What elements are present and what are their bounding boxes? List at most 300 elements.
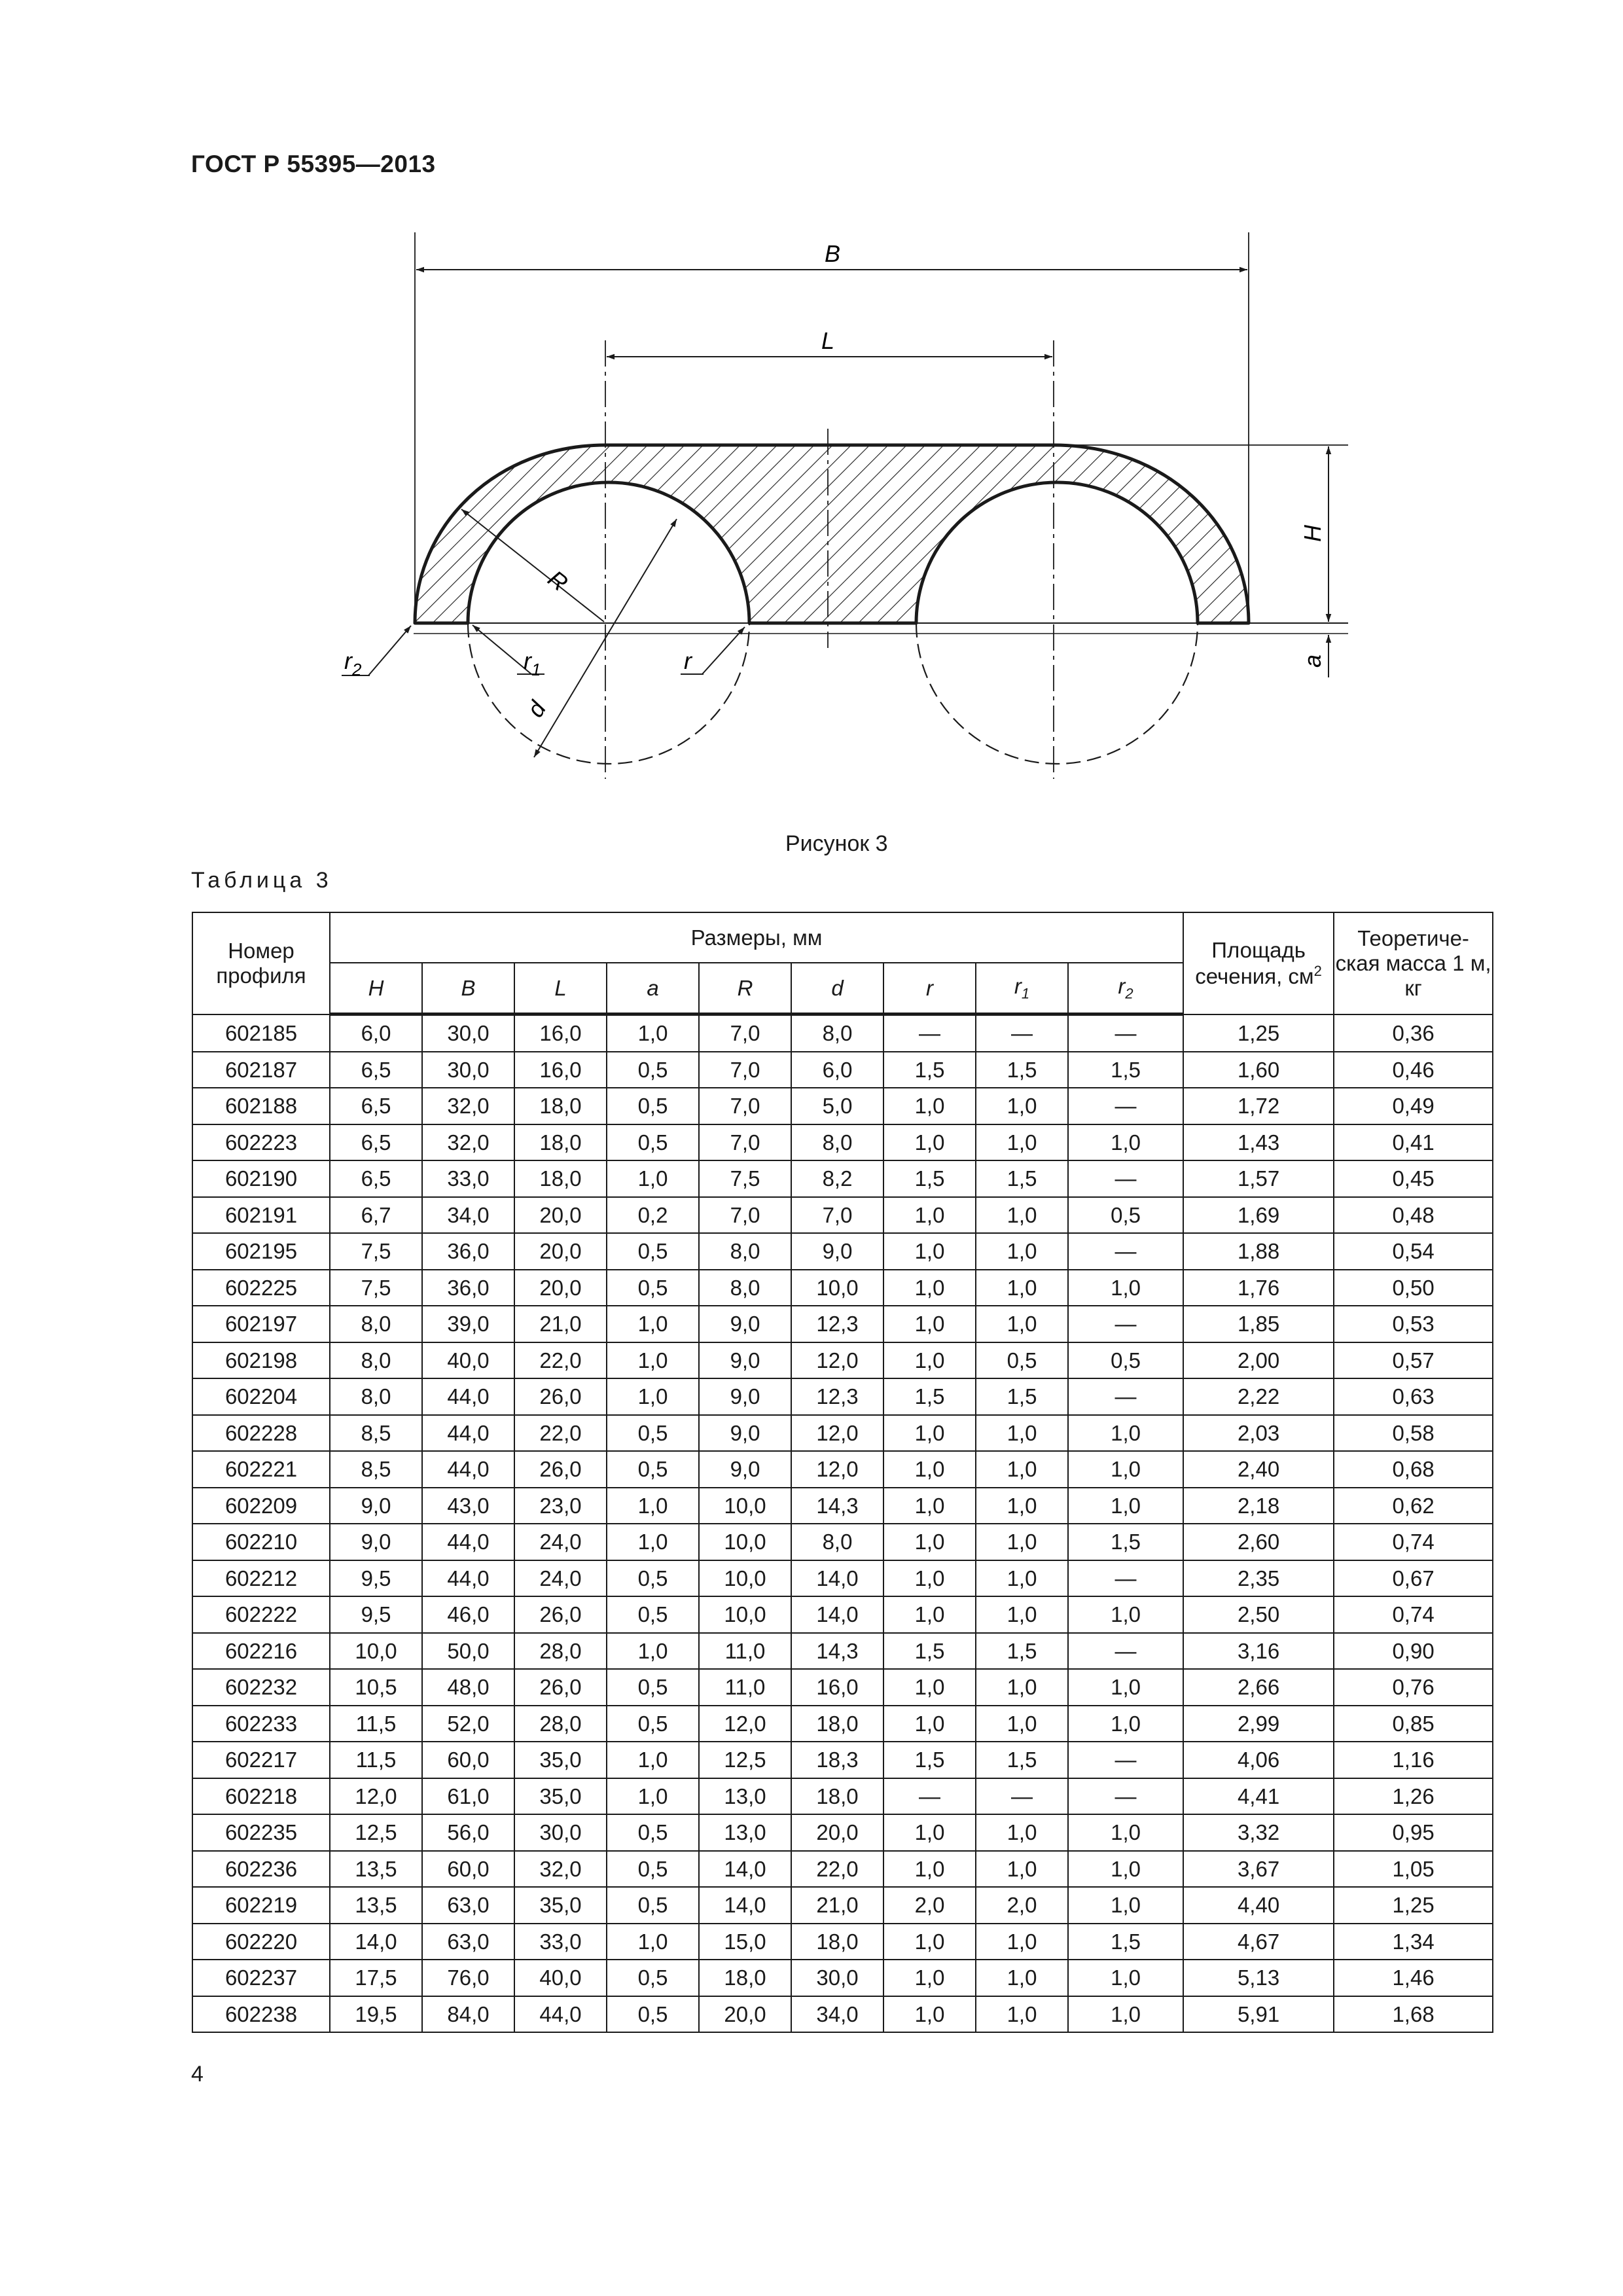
table-cell: 1,57: [1183, 1160, 1334, 1197]
table-cell: 0,49: [1334, 1088, 1493, 1124]
table-cell: 7,5: [699, 1160, 791, 1197]
table-cell: 0,5: [607, 1887, 699, 1924]
table-cell: 1,0: [1068, 1451, 1183, 1488]
profile-number-cell: 602232: [192, 1669, 330, 1706]
header-profile-number: Номер профиля: [192, 912, 330, 1014]
table-cell: 63,0: [422, 1887, 514, 1924]
table-cell: 8,0: [330, 1306, 422, 1342]
dim-d-label: d: [521, 696, 552, 722]
table-cell: 0,58: [1334, 1415, 1493, 1452]
table-cell: 1,0: [1068, 1488, 1183, 1524]
table-cell: 9,5: [330, 1596, 422, 1633]
table-cell: 1,0: [1068, 1960, 1183, 1996]
table-cell: 7,0: [699, 1197, 791, 1234]
table-cell: —: [1068, 1742, 1183, 1778]
table-cell: 20,0: [514, 1270, 607, 1306]
table-cell: 11,5: [330, 1706, 422, 1742]
table-cell: 1,0: [607, 1524, 699, 1560]
table-cell: 2,40: [1183, 1451, 1334, 1488]
table-row: [192, 1488, 1493, 1524]
table-cell: 18,0: [791, 1706, 883, 1742]
table-cell: 1,0: [607, 1742, 699, 1778]
table-cell: 0,5: [607, 1669, 699, 1706]
profile-number-cell: 602233: [192, 1706, 330, 1742]
table-cell: 26,0: [514, 1378, 607, 1415]
table-cell: 1,5: [976, 1052, 1068, 1088]
dim-r1-label: $r_1$: [524, 647, 541, 679]
table-cell: 22,0: [514, 1342, 607, 1379]
table-cell: 33,0: [422, 1160, 514, 1197]
table-cell: 28,0: [514, 1633, 607, 1670]
table-cell: 44,0: [422, 1451, 514, 1488]
table-cell: 1,0: [883, 1270, 976, 1306]
table-cell: 18,0: [514, 1160, 607, 1197]
table-cell: 1,0: [883, 1669, 976, 1706]
table-cell: 0,48: [1334, 1197, 1493, 1234]
table-cell: 0,5: [607, 1814, 699, 1851]
table-row: [192, 1378, 1493, 1415]
table-cell: 7,0: [699, 1124, 791, 1161]
table-cell: —: [1068, 1633, 1183, 1670]
header-dimensions: Размеры, мм: [330, 912, 1183, 963]
profile-number-cell: 602204: [192, 1378, 330, 1415]
table-cell: 1,0: [976, 1124, 1068, 1161]
table-cell: 18,3: [791, 1742, 883, 1778]
profile-number-cell: 602212: [192, 1560, 330, 1597]
table-row: [192, 1233, 1493, 1270]
table-cell: 0,5: [1068, 1197, 1183, 1234]
table-cell: 1,0: [607, 1306, 699, 1342]
table-cell: 0,46: [1334, 1052, 1493, 1088]
profile-number-cell: 602185: [192, 1014, 330, 1052]
table-cell: 1,0: [883, 1706, 976, 1742]
table-cell: 2,99: [1183, 1706, 1334, 1742]
header-mass: Теоретиче- ская масса 1 м, кг: [1334, 912, 1493, 1014]
table-cell: 1,0: [976, 1996, 1068, 2033]
table-cell: 1,0: [883, 1197, 976, 1234]
table-cell: 0,95: [1334, 1814, 1493, 1851]
table-cell: 12,3: [791, 1378, 883, 1415]
table-cell: —: [1068, 1233, 1183, 1270]
profile-number-cell: 602198: [192, 1342, 330, 1379]
header-col-a: a: [607, 963, 699, 1014]
table-row: [192, 1596, 1493, 1633]
table-cell: 8,0: [791, 1524, 883, 1560]
profile-number-cell: 602209: [192, 1488, 330, 1524]
table-cell: 26,0: [514, 1451, 607, 1488]
table-cell: 9,0: [330, 1488, 422, 1524]
document-code: ГОСТ Р 55395—2013: [191, 151, 436, 177]
table-cell: 26,0: [514, 1596, 607, 1633]
table-cell: 6,5: [330, 1160, 422, 1197]
profile-number-cell: 602188: [192, 1088, 330, 1124]
table-cell: —: [883, 1014, 976, 1052]
profile-number-cell: 602187: [192, 1052, 330, 1088]
table-row: [192, 1306, 1493, 1342]
table-cell: —: [883, 1778, 976, 1815]
table-cell: 30,0: [514, 1814, 607, 1851]
table-cell: 1,43: [1183, 1124, 1334, 1161]
table-cell: 2,66: [1183, 1669, 1334, 1706]
table-cell: 11,0: [699, 1633, 791, 1670]
table-cell: 1,0: [883, 1560, 976, 1597]
table-cell: 1,5: [1068, 1052, 1183, 1088]
table-cell: 8,0: [791, 1124, 883, 1161]
table-cell: 0,5: [607, 1706, 699, 1742]
table-cell: 34,0: [422, 1197, 514, 1234]
table-cell: 11,0: [699, 1669, 791, 1706]
table-cell: 0,68: [1334, 1451, 1493, 1488]
table-cell: 6,0: [791, 1052, 883, 1088]
table-cell: 10,5: [330, 1669, 422, 1706]
table-row: [192, 1996, 1493, 2033]
table-cell: 23,0: [514, 1488, 607, 1524]
table-cell: 13,0: [699, 1814, 791, 1851]
table-cell: 18,0: [514, 1088, 607, 1124]
profile-number-cell: 602228: [192, 1415, 330, 1452]
table-cell: 7,0: [699, 1052, 791, 1088]
profile-number-cell: 602220: [192, 1924, 330, 1960]
figure-caption: Рисунок 3: [785, 831, 888, 856]
table-cell: 4,67: [1183, 1924, 1334, 1960]
table-cell: 0,36: [1334, 1014, 1493, 1052]
table-cell: 0,54: [1334, 1233, 1493, 1270]
table-cell: 35,0: [514, 1887, 607, 1924]
table-cell: 10,0: [699, 1596, 791, 1633]
table-cell: 20,0: [514, 1197, 607, 1234]
table-cell: 1,0: [976, 1924, 1068, 1960]
table-cell: 84,0: [422, 1996, 514, 2033]
table-cell: 1,0: [607, 1342, 699, 1379]
table-cell: 39,0: [422, 1306, 514, 1342]
table-cell: 48,0: [422, 1669, 514, 1706]
table-cell: 60,0: [422, 1742, 514, 1778]
table-cell: 1,25: [1334, 1887, 1493, 1924]
table-cell: 1,5: [976, 1633, 1068, 1670]
header-col-r1: $r_1$: [976, 963, 1068, 1014]
table-cell: 0,5: [607, 1851, 699, 1888]
table-row: [192, 1160, 1493, 1197]
table-cell: 32,0: [422, 1088, 514, 1124]
table-cell: 0,85: [1334, 1706, 1493, 1742]
table-cell: 10,0: [330, 1633, 422, 1670]
table-cell: 14,0: [330, 1924, 422, 1960]
table-cell: 1,0: [976, 1415, 1068, 1452]
table-cell: 9,0: [699, 1342, 791, 1379]
table-cell: 3,67: [1183, 1851, 1334, 1888]
table-cell: —: [976, 1778, 1068, 1815]
table-cell: 8,0: [699, 1270, 791, 1306]
table-cell: 0,50: [1334, 1270, 1493, 1306]
header-col-L: L: [514, 963, 607, 1014]
table-cell: 63,0: [422, 1924, 514, 1960]
table-cell: —: [1068, 1306, 1183, 1342]
profiles-table: [192, 912, 1493, 2033]
table-cell: 14,0: [791, 1560, 883, 1597]
table-cell: 1,0: [1068, 1415, 1183, 1452]
table-cell: 2,60: [1183, 1524, 1334, 1560]
table-cell: 4,06: [1183, 1742, 1334, 1778]
table-cell: 1,0: [883, 1996, 976, 2033]
header-col-r2: $r_2$: [1068, 963, 1183, 1014]
table-cell: 3,32: [1183, 1814, 1334, 1851]
table-row: [192, 1270, 1493, 1306]
table-row: [192, 1014, 1493, 1052]
table-cell: 50,0: [422, 1633, 514, 1670]
table-cell: 6,7: [330, 1197, 422, 1234]
table-cell: 2,50: [1183, 1596, 1334, 1633]
table-cell: 7,0: [699, 1088, 791, 1124]
table-cell: 30,0: [422, 1014, 514, 1052]
table-cell: 3,16: [1183, 1633, 1334, 1670]
table-row: [192, 1342, 1493, 1379]
table-row: [192, 1778, 1493, 1815]
table-cell: —: [1068, 1378, 1183, 1415]
table-cell: 14,3: [791, 1488, 883, 1524]
table-cell: 1,0: [1068, 1814, 1183, 1851]
table-cell: 61,0: [422, 1778, 514, 1815]
table-cell: 1,0: [883, 1342, 976, 1379]
table-caption: Таблица 3: [191, 868, 332, 893]
table-cell: 8,0: [330, 1342, 422, 1379]
table-cell: 1,0: [1068, 1851, 1183, 1888]
table-cell: 1,0: [976, 1851, 1068, 1888]
table-cell: 5,13: [1183, 1960, 1334, 1996]
table-cell: 1,0: [607, 1014, 699, 1052]
table-cell: 0,5: [976, 1342, 1068, 1379]
table-cell: 20,0: [514, 1233, 607, 1270]
table-cell: 1,5: [883, 1633, 976, 1670]
table-cell: 14,0: [699, 1887, 791, 1924]
table-cell: 1,0: [976, 1306, 1068, 1342]
table-cell: 1,0: [883, 1451, 976, 1488]
table-cell: 15,0: [699, 1924, 791, 1960]
table-cell: 44,0: [422, 1524, 514, 1560]
table-cell: 1,0: [1068, 1887, 1183, 1924]
table-row: [192, 1742, 1493, 1778]
table-cell: 1,5: [883, 1378, 976, 1415]
table-cell: 1,0: [883, 1814, 976, 1851]
table-cell: 6,5: [330, 1124, 422, 1161]
profile-number-cell: 602219: [192, 1887, 330, 1924]
table-cell: 0,5: [607, 1596, 699, 1633]
dim-H-label: H: [1299, 525, 1326, 542]
table-cell: 1,0: [976, 1197, 1068, 1234]
table-cell: —: [1068, 1160, 1183, 1197]
table-row: [192, 1960, 1493, 1996]
table-cell: 0,90: [1334, 1633, 1493, 1670]
table-cell: 16,0: [791, 1669, 883, 1706]
table-cell: 0,63: [1334, 1378, 1493, 1415]
profile-number-cell: 602210: [192, 1524, 330, 1560]
table-cell: 1,0: [976, 1596, 1068, 1633]
table-cell: 43,0: [422, 1488, 514, 1524]
table-row: [192, 1451, 1493, 1488]
table-cell: 0,67: [1334, 1560, 1493, 1597]
table-cell: 1,0: [883, 1596, 976, 1633]
table-cell: 36,0: [422, 1233, 514, 1270]
dim-a-label: a: [1299, 654, 1326, 668]
table-cell: 11,5: [330, 1742, 422, 1778]
profile-number-cell: 602216: [192, 1633, 330, 1670]
table-cell: 1,0: [883, 1488, 976, 1524]
header-col-r: r: [883, 963, 976, 1014]
table-cell: 10,0: [791, 1270, 883, 1306]
table-cell: 1,0: [883, 1960, 976, 1996]
profile-cross-section-drawing: [0, 0, 1623, 851]
table-cell: 1,85: [1183, 1306, 1334, 1342]
table-cell: 1,0: [1068, 1669, 1183, 1706]
table-cell: 1,69: [1183, 1197, 1334, 1234]
table-cell: 60,0: [422, 1851, 514, 1888]
table-cell: 33,0: [514, 1924, 607, 1960]
table-cell: 1,88: [1183, 1233, 1334, 1270]
profile-number-cell: 602221: [192, 1451, 330, 1488]
dim-R-line: [461, 509, 604, 622]
table-cell: 10,0: [699, 1560, 791, 1597]
table-cell: 9,0: [699, 1306, 791, 1342]
table-cell: 22,0: [791, 1851, 883, 1888]
table-cell: 28,0: [514, 1706, 607, 1742]
table-cell: 1,0: [883, 1088, 976, 1124]
table-cell: 1,0: [883, 1233, 976, 1270]
table-cell: 1,0: [607, 1378, 699, 1415]
table-cell: 12,0: [791, 1451, 883, 1488]
table-cell: 4,41: [1183, 1778, 1334, 1815]
table-cell: 0,5: [1068, 1342, 1183, 1379]
dim-B-label: B: [824, 240, 841, 267]
table-cell: 0,5: [607, 1960, 699, 1996]
table-cell: 8,5: [330, 1415, 422, 1452]
table-cell: 1,0: [976, 1270, 1068, 1306]
profile-number-cell: 602225: [192, 1270, 330, 1306]
table-cell: 36,0: [422, 1270, 514, 1306]
table-cell: 1,0: [1068, 1596, 1183, 1633]
table-cell: 1,0: [976, 1669, 1068, 1706]
table-cell: —: [1068, 1778, 1183, 1815]
table-cell: 24,0: [514, 1524, 607, 1560]
table-cell: 0,62: [1334, 1488, 1493, 1524]
table-cell: 14,3: [791, 1633, 883, 1670]
table-cell: 0,2: [607, 1197, 699, 1234]
table-cell: 5,0: [791, 1088, 883, 1124]
table-cell: 20,0: [791, 1814, 883, 1851]
table-cell: 1,0: [607, 1160, 699, 1197]
table-cell: 12,3: [791, 1306, 883, 1342]
page-number: 4: [191, 2062, 204, 2087]
table-cell: 12,0: [791, 1342, 883, 1379]
table-cell: 2,18: [1183, 1488, 1334, 1524]
table-cell: 18,0: [699, 1960, 791, 1996]
profile-section-shape: [415, 445, 1249, 623]
table-cell: 20,0: [699, 1996, 791, 2033]
table-cell: 8,0: [791, 1014, 883, 1052]
table-cell: 0,57: [1334, 1342, 1493, 1379]
table-cell: 1,0: [1068, 1270, 1183, 1306]
dim-L-label: L: [821, 327, 835, 354]
table-cell: 1,0: [976, 1451, 1068, 1488]
table-cell: 1,0: [607, 1488, 699, 1524]
table-cell: 2,0: [883, 1887, 976, 1924]
table-body: [192, 1014, 1493, 2033]
table-cell: 1,0: [607, 1633, 699, 1670]
table-cell: 0,5: [607, 1415, 699, 1452]
dim-r-label: r: [684, 647, 692, 674]
table-cell: 1,46: [1334, 1960, 1493, 1996]
table-cell: 32,0: [422, 1124, 514, 1161]
dim-r2-label: $r_2$: [344, 647, 362, 679]
table-row: [192, 1052, 1493, 1088]
table-cell: 2,03: [1183, 1415, 1334, 1452]
table-row: [192, 1633, 1493, 1670]
table-cell: 26,0: [514, 1669, 607, 1706]
table-cell: 1,5: [883, 1052, 976, 1088]
table-cell: 14,0: [699, 1851, 791, 1888]
table-cell: 1,0: [976, 1524, 1068, 1560]
table-cell: 44,0: [422, 1415, 514, 1452]
table-cell: 35,0: [514, 1778, 607, 1815]
table-cell: 44,0: [422, 1560, 514, 1597]
table-cell: 1,76: [1183, 1270, 1334, 1306]
table-row: [192, 1124, 1493, 1161]
table-cell: 1,0: [883, 1924, 976, 1960]
table-cell: 1,0: [607, 1778, 699, 1815]
table-cell: 1,25: [1183, 1014, 1334, 1052]
dim-r1-leader: [473, 625, 531, 674]
table-cell: 8,2: [791, 1160, 883, 1197]
table-cell: 6,5: [330, 1088, 422, 1124]
table-cell: 44,0: [422, 1378, 514, 1415]
table-cell: 8,0: [699, 1233, 791, 1270]
profile-number-cell: 602223: [192, 1124, 330, 1161]
table-cell: 13,5: [330, 1887, 422, 1924]
table-cell: 0,74: [1334, 1596, 1493, 1633]
table-cell: 1,72: [1183, 1088, 1334, 1124]
table-cell: —: [976, 1014, 1068, 1052]
table-cell: 0,5: [607, 1560, 699, 1597]
table-cell: 7,0: [791, 1197, 883, 1234]
table-cell: 1,16: [1334, 1742, 1493, 1778]
table-cell: 1,5: [883, 1742, 976, 1778]
table-cell: 1,5: [1068, 1924, 1183, 1960]
table-row: [192, 1887, 1493, 1924]
table-cell: 9,0: [699, 1451, 791, 1488]
table-cell: 2,35: [1183, 1560, 1334, 1597]
table-cell: 1,60: [1183, 1052, 1334, 1088]
table-row: [192, 1524, 1493, 1560]
table-cell: —: [1068, 1560, 1183, 1597]
table-cell: 2,22: [1183, 1378, 1334, 1415]
profile-number-cell: 602237: [192, 1960, 330, 1996]
table-cell: 7,0: [699, 1014, 791, 1052]
table-cell: 1,0: [1068, 1706, 1183, 1742]
table-cell: 1,5: [976, 1378, 1068, 1415]
table-cell: 0,5: [607, 1052, 699, 1088]
table-row: [192, 1669, 1493, 1706]
right-circle-dashed: [916, 623, 1198, 764]
table-cell: 35,0: [514, 1742, 607, 1778]
header-col-R: R: [699, 963, 791, 1014]
profile-number-cell: 602190: [192, 1160, 330, 1197]
header-col-d: d: [791, 963, 883, 1014]
table-cell: 0,74: [1334, 1524, 1493, 1560]
table-cell: 2,0: [976, 1887, 1068, 1924]
table-cell: 8,5: [330, 1451, 422, 1488]
table-cell: 18,0: [791, 1924, 883, 1960]
table-cell: 10,0: [699, 1524, 791, 1560]
table-cell: 18,0: [514, 1124, 607, 1161]
table-cell: 1,0: [883, 1524, 976, 1560]
